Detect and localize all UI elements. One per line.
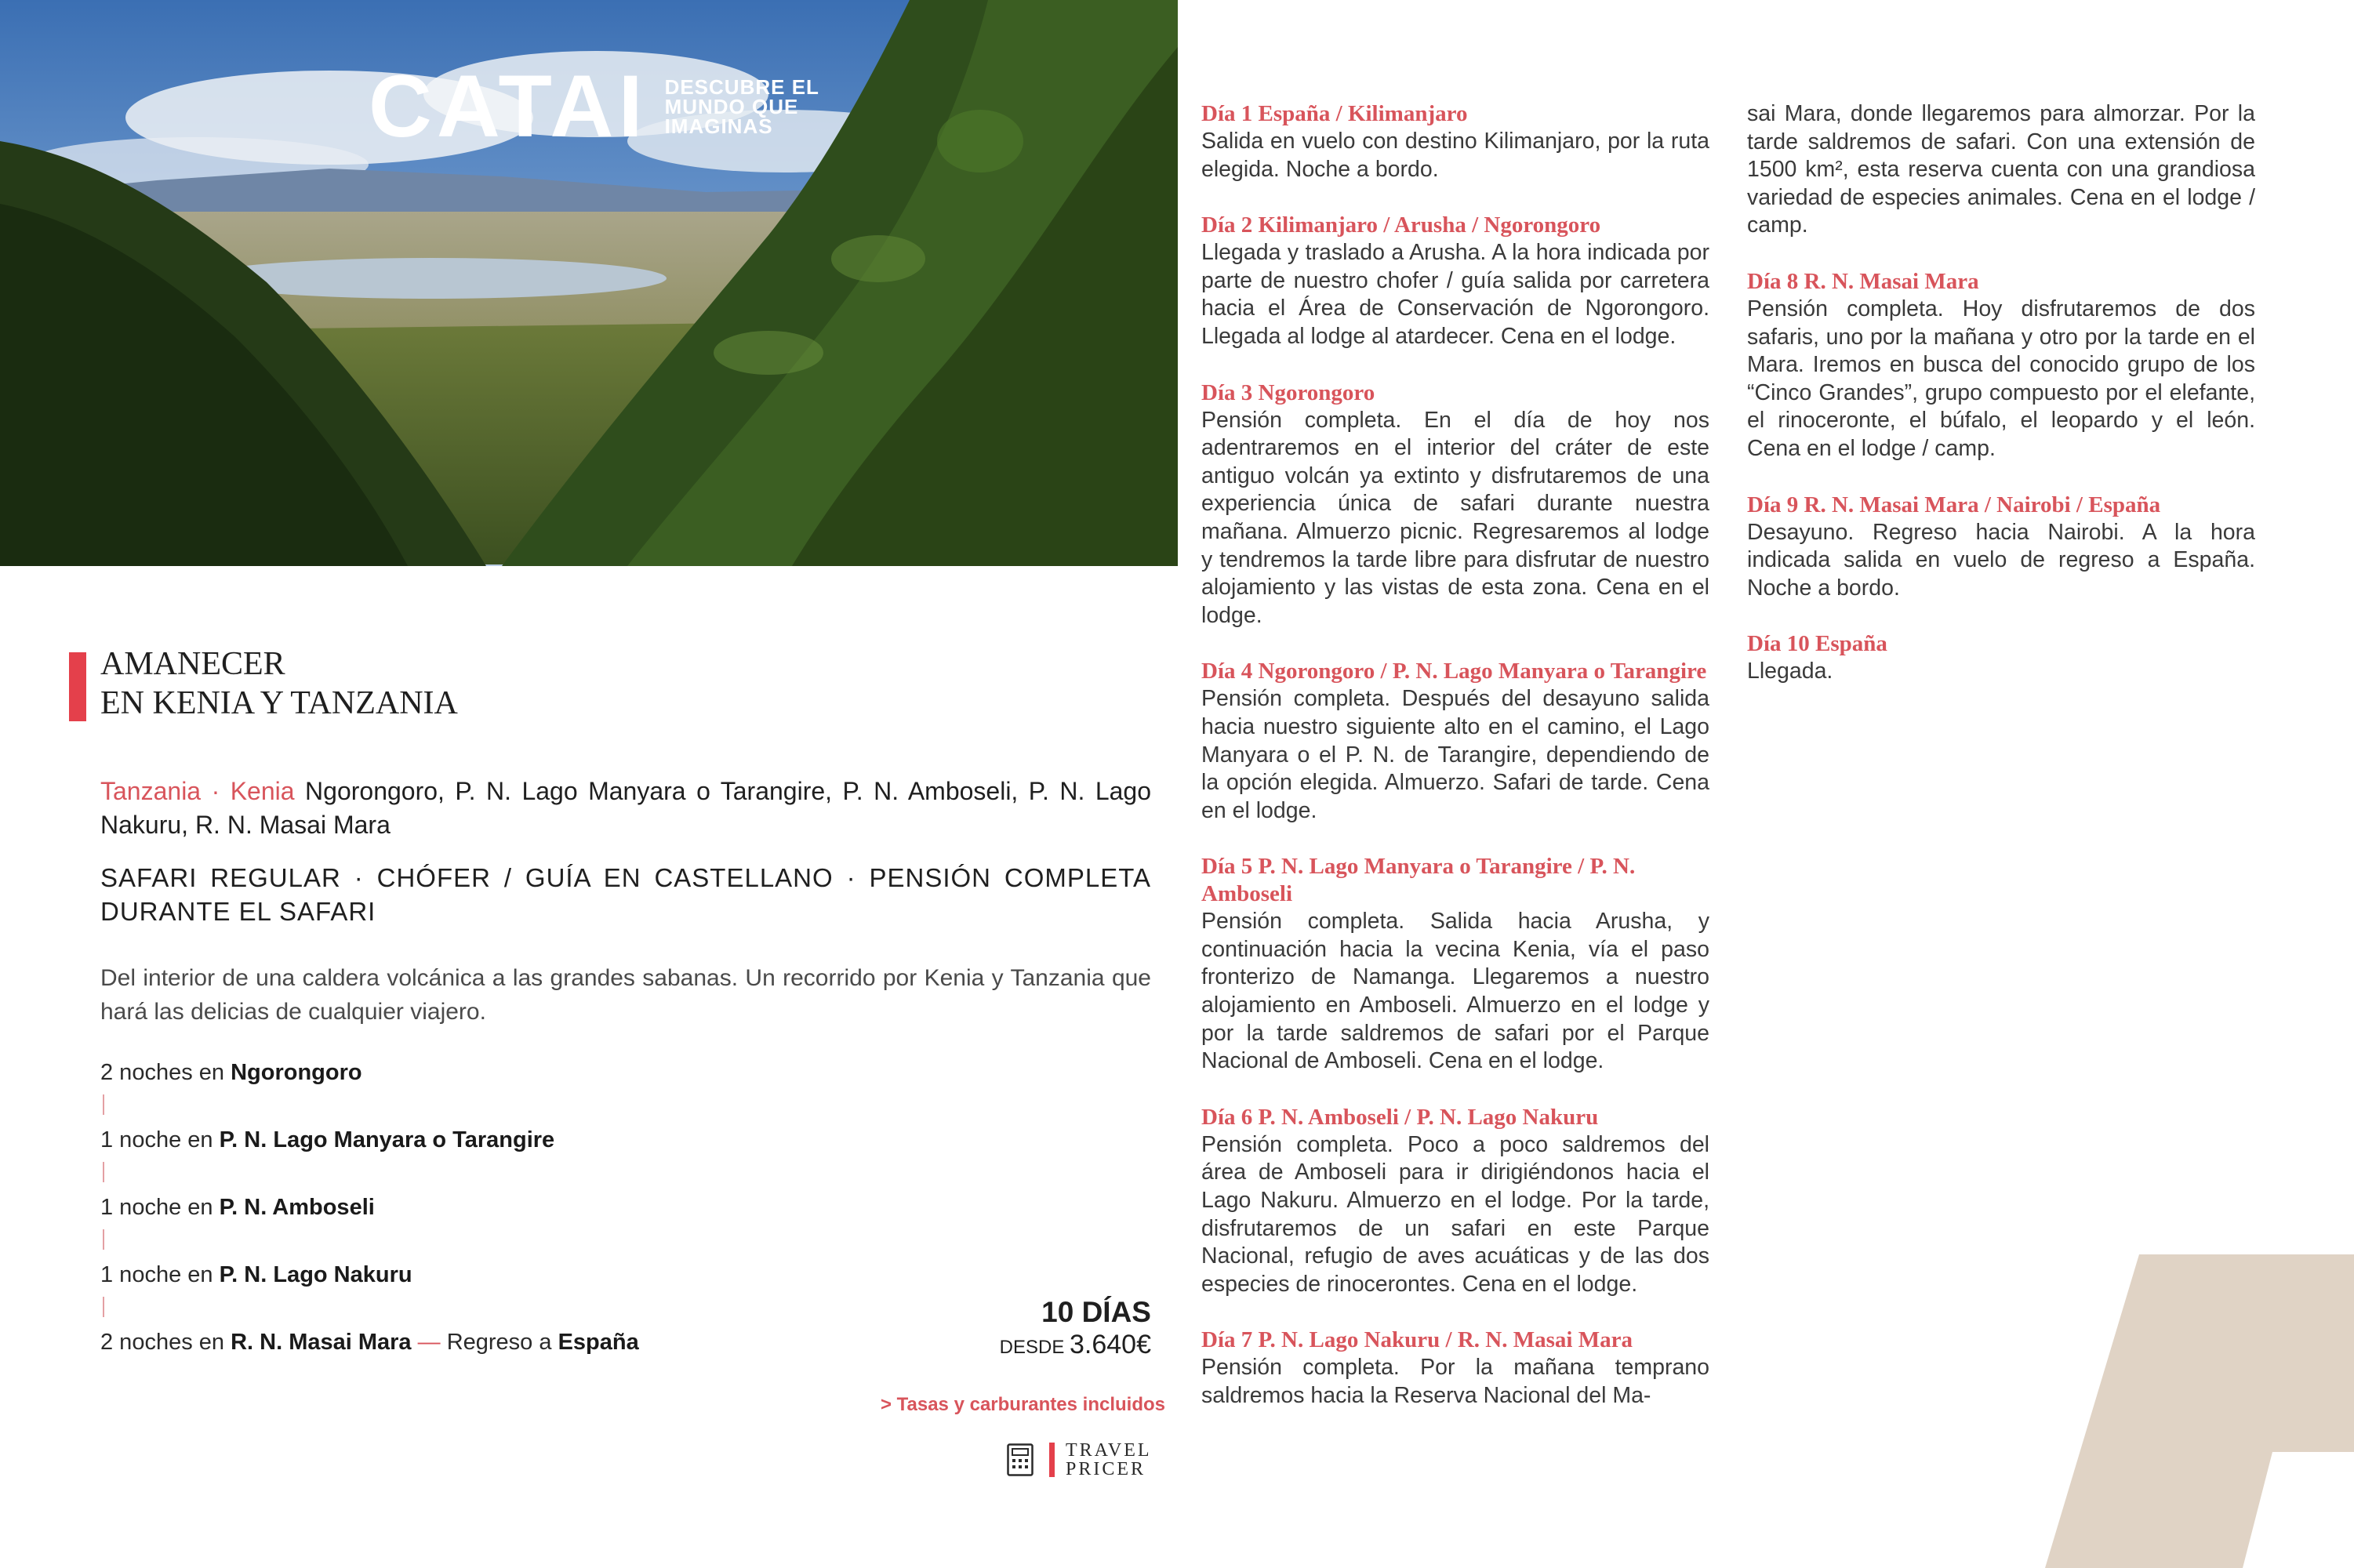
day-description: Desayuno. Regreso hacia Nairobi. A la hora indicada salida en vuelo de regreso a España. Noche a bordo. [1747,519,2255,601]
stay-place: P. N. Lago Manyara o Tarangire [219,1127,555,1152]
itinerary-day [1201,1104,1709,1299]
stay-place: P. N. Lago Nakuru [219,1262,412,1287]
stay-item: 1 noche en P. N. Amboseli [100,1195,375,1220]
day-title: Día 5 P. N. Lago Manyara o Tarangire / P. N. Amboseli [1201,854,1636,907]
price-block [1000,1295,1151,1363]
stay-divider [100,1223,639,1259]
stay-place: R. N. Masai Mara [231,1330,412,1355]
day-description: Pensión completa. En el día de hoy nos adentraremos en el interior del cráter de este antiguo volcán ya extinto y disfrutaremos de una experiencia única de safari durante nuestra mañana. Almuerzo picnic. Regresaremos al lodge y tendremos la tarde libre para disfrutar de nuestro alojamiento y las vistas de esta zona. Cena en el lodge. [1201,407,1709,628]
stay-place: P. N. Amboseli [219,1195,375,1220]
itinerary-day [1747,268,2255,463]
day-title: Día 2 Kilimanjaro / Arusha / Ngorongoro [1201,212,1601,238]
itinerary-day [1747,630,2255,686]
day-description-continued: sai Mara, donde llegaremos para almorzar. Por la tarde saldremos de safari. Con una extensión de 1500 km², esta reserva cuenta con una grandiosa variedad de especies animales. Cena en el lodge / camp. [1747,101,2255,238]
day-description: Pensión completa. Poco a poco saldremos del área de Amboseli para ir dirigiéndonos hacia el Lago Nakuru. Almuerzo en el lodge. Por la tarde, disfrutaremos de un safari en este Parque Nacional, refugio de aves acuáticas y de las dos especies de rinocerontes. Cena en el lodge. [1201,1131,1709,1297]
day-title: Día 4 Ngorongoro / P. N. Lago Manyara o Tarangire [1201,659,1707,684]
day-description: Pensión completa. Salida hacia Arusha, y continuación hacia la vecina Kenia, vía el paso fronterizo de Namanga. Llegaremos a nuestro alojamiento en Amboseli. Almuerzo en el lodge y por la tarde saldremos de safari por el Parque Nacional de Amboseli. Cena en el lodge. [1201,909,1709,1074]
itinerary-column-1 [1201,100,1709,1439]
day-description: Llegada y traslado a Arusha. A la hora indicada por parte de nuestro chofer / guía salida por carretera hacia el Área de Conservación de Ngorongoro. Llegada al lodge al atardecer. Cena en el lodge. [1201,240,1709,349]
day-title: Día 8 R. N. Masai Mara [1747,268,1979,294]
stay-divider [100,1156,639,1192]
tour-title-line1: AMANECER [100,646,285,682]
price-line: DESDE 3.640€ [999,1330,1151,1359]
stays-list [100,1057,639,1358]
price-amount: 3.640€ [1070,1330,1151,1359]
day-title: Día 7 P. N. Lago Nakuru / R. N. Masai Mara [1201,1327,1633,1353]
brand-name: CATAI [369,57,648,155]
itinerary-day [1201,658,1709,825]
day-description: Pensión completa. Después del desayuno salida hacia nuestro siguiente alto en el camino, el Lago Manyara o el P. N. de Tarangire, dependiendo de la opción elegida. Almuerzo. Safari de tarde. Cena en el lodge. [1201,686,1709,823]
day-description: Pensión completa. Por la mañana temprano saldremos hacia la Reserva Nacional del Ma- [1201,1355,1709,1408]
stay-divider [100,1290,639,1327]
tour-title [100,644,728,723]
pricer-accent-bar [1049,1443,1055,1477]
stay-item: 1 noche en P. N. Lago Manyara o Tarangire [100,1127,555,1152]
calculator-icon [1007,1443,1034,1476]
day-description: Salida en vuelo con destino Kilimanjaro, por la ruta elegida. Noche a bordo. [1201,129,1709,182]
stay-item: 1 noche en P. N. Lago Nakuru [100,1262,412,1287]
day-description: Pensión completa. Hoy disfrutaremos de dos safaris, uno por la mañana y otro por la tarde en el Mara. Iremos en busca del conocido grupo de los “Cinco Grandes”, grupo compuesto por el elefante, el rinoceronte, el búfalo, el leopardo y el león. Cena en el lodge / camp. [1747,296,2255,461]
travel-pricer-badge[interactable] [1007,1441,1168,1479]
day-title: Día 10 España [1747,631,1887,657]
taxes-included-link[interactable]: > Tasas y carburantes incluidos [880,1394,1165,1415]
brand-tagline: DESCUBRE EL MUNDO QUE IMAGINAS [664,74,819,138]
countries: Tanzania · Kenia [100,777,295,805]
hero-landscape-photo [0,0,1178,566]
stay-item: 2 noches en R. N. Masai Mara — Regreso a España [100,1330,639,1355]
title-accent-bar [69,652,86,721]
tour-intro: Del interior de una caldera volcánica a las grandes sabanas. Un recorrido por Kenia y Tanzania que hará las delicias de cualquier viajero. [100,965,1151,1025]
itinerary-column-2 [1747,100,2255,714]
itinerary-day [1201,379,1709,630]
catai-logo [369,57,837,155]
day-title: Día 6 P. N. Amboseli / P. N. Lago Nakuru [1201,1104,1599,1130]
return-place: España [558,1330,639,1355]
destinations-line [100,775,1151,842]
stay-place: Ngorongoro [231,1060,362,1085]
itinerary-day [1201,853,1709,1076]
destination-list: Ngorongoro, P. N. Lago Manyara o Tarangire, P. N. Amboseli, P. N. Lago Nakuru, R. N. Masai Mara [100,777,1152,839]
itinerary-day [1747,492,2255,603]
itinerary-day [1201,1327,1709,1410]
tour-title-line2: EN KENIA Y TANZANIA [100,685,458,721]
itinerary-day [1201,212,1709,350]
itinerary-day [1201,100,1709,183]
stay-item: 2 noches en Ngorongoro [100,1060,362,1085]
day-title: Día 3 Ngorongoro [1201,379,1375,405]
tour-duration: 10 DÍAS [1041,1296,1151,1328]
stay-divider [100,1088,639,1124]
pricer-label: TRAVEL PRICER [1066,1440,1152,1479]
day-title: Día 1 España / Kilimanjaro [1201,101,1468,126]
day-description: Llegada. [1747,659,1833,684]
tour-features: SAFARI REGULAR · CHÓFER / GUÍA EN CASTELLANO · PENSIÓN COMPLETA DURANTE EL SAFARI [100,863,1151,926]
day-title: Día 9 R. N. Masai Mara / Nairobi / España [1747,492,2161,517]
